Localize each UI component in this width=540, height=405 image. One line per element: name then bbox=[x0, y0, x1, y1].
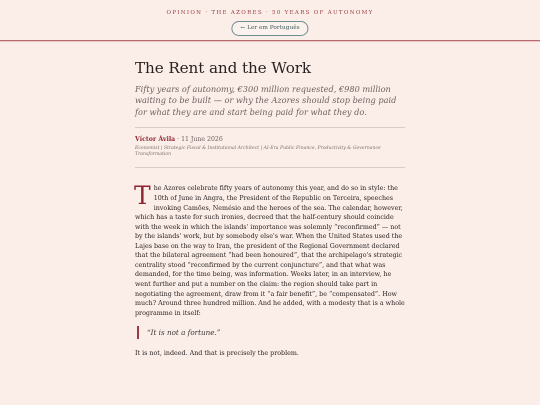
article-title: The Rent and the Work bbox=[135, 59, 312, 77]
divider bbox=[135, 127, 405, 128]
divider bbox=[135, 167, 405, 168]
paragraph-text: he Azores celebrate fifty years of autonomy this year, and do so in style: the 10th of June in Angra, the President of the Republic on Terceira, speeches invoking Camões, Nemésio and the heroes of the sea. The calendar, however, which has a taste for such ironies, decreed that the half-century should coincide with the week in which the islands' importance was solemnly “reconfirmed” — not by the islands' work, but by somebody else's war. When the United States used the Lajes base on the way to Iran, the president of the Regional Government declared that the bilateral agreement “had been honoured”, that the archipelago's strategic centrality stood “reconfirmed by the current conjuncture”, and that what was demanded, for the time being, was information. Weeks later, in an interview, he went further and put a number on the claim: the region should take part in negotiating the agreement, draw from it “a fair benefit”, be “compensated”. How much? Around three hundred million. And he added, with a modesty that is a whole programme in itself: bbox=[135, 185, 405, 317]
article bbox=[135, 58, 405, 359]
section-kicker: OPINION · THE AZORES · 50 YEARS OF AUTONOMY bbox=[166, 10, 374, 16]
top-bar bbox=[0, 0, 540, 41]
article-subtitle: Fifty years of autonomy, €300 million requested, €980 million waiting to be built — or why the Azores should stop being paid for what they are and start being paid for what they do. bbox=[135, 84, 397, 117]
drop-cap: T bbox=[134, 181, 151, 211]
byline bbox=[135, 136, 405, 143]
body-paragraph bbox=[134, 181, 405, 318]
author-role: Economist | Strategic Fiscal & Institutional Architect | AI-Era Public Finance, Productivity & Governance Transformation bbox=[135, 145, 381, 158]
read-in-portuguese-button[interactable]: ← Ler em Português bbox=[231, 21, 308, 36]
pull-quote: “It is not a fortune.” bbox=[137, 326, 405, 339]
body-paragraph: It is not, indeed. And that is precisely the problem. bbox=[135, 350, 299, 358]
publish-date: · 11 June 2026 bbox=[175, 135, 223, 143]
author-link[interactable]: Víctor Ávila bbox=[135, 135, 176, 143]
